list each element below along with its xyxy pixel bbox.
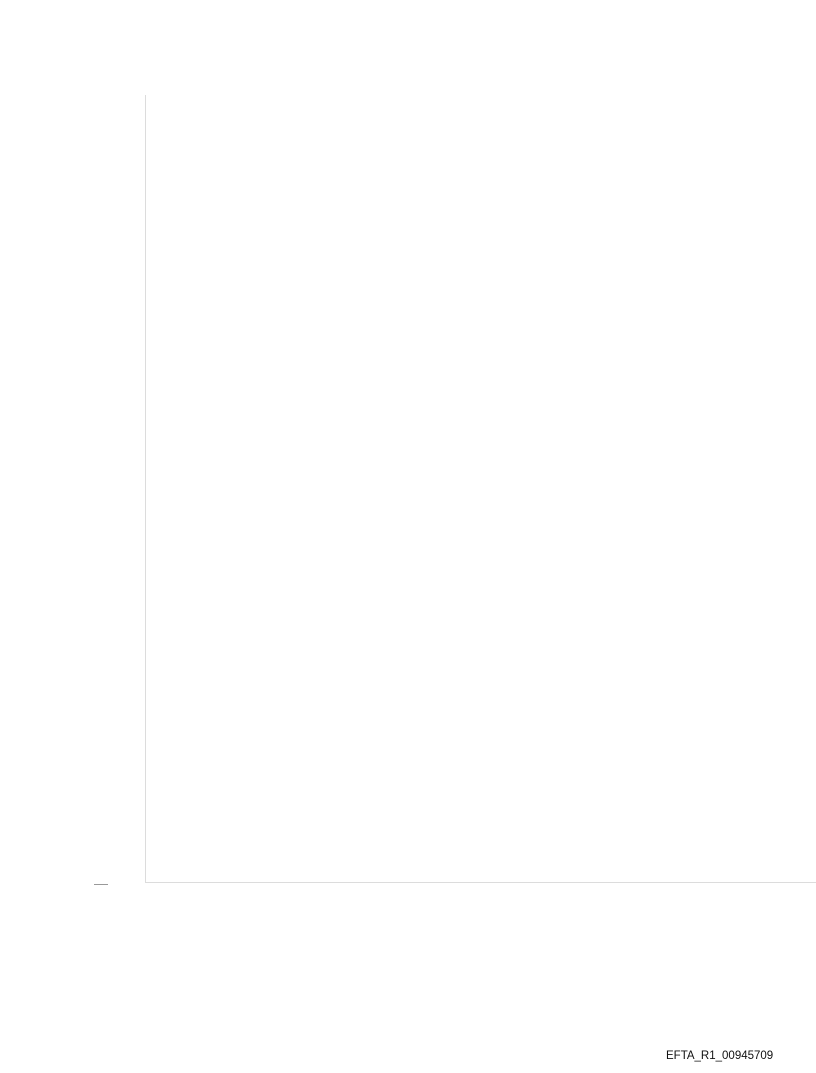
margin-mark [94,884,108,885]
email-frame [145,95,816,883]
document-id: EFTA_R1_00945709 [666,1050,774,1062]
